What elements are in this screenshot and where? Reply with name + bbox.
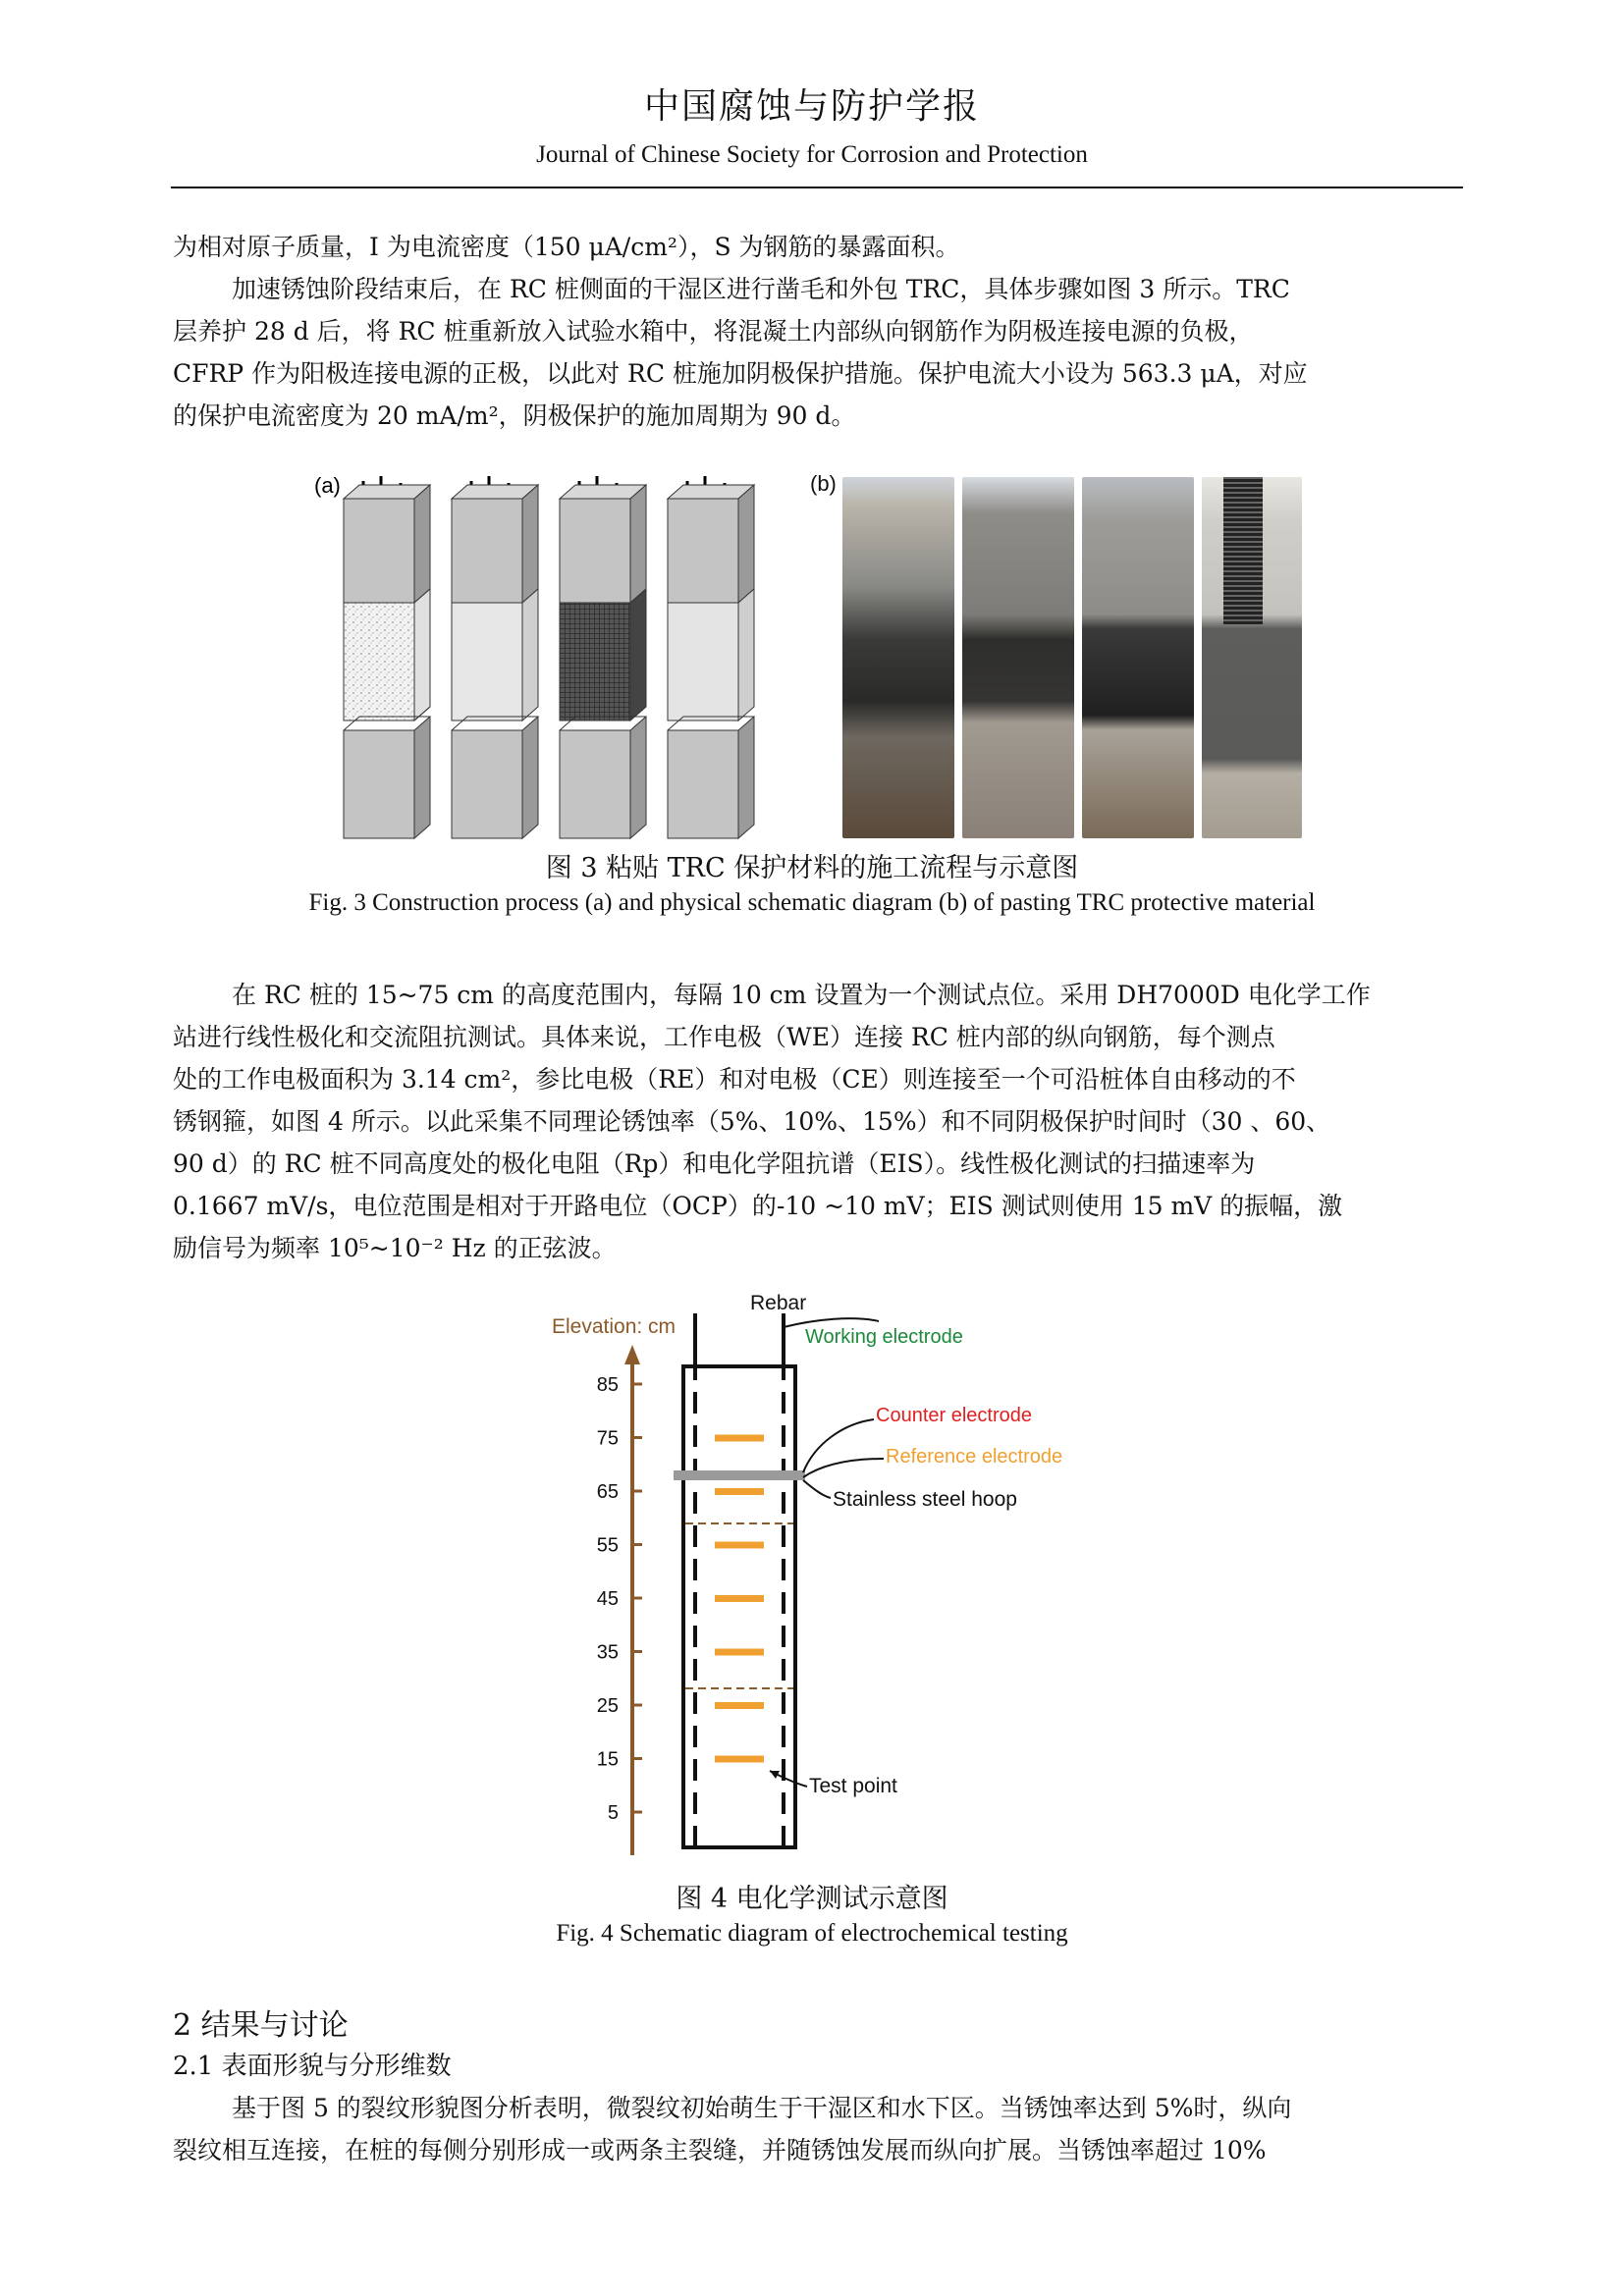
photo-3 — [1082, 477, 1194, 838]
test-point-mark — [715, 1435, 764, 1442]
elevation-axis-label: Elevation: cm — [552, 1315, 677, 1338]
elevation-tick-label: 85 — [596, 1374, 619, 1396]
paragraph-line: 锈钢箍，如图 4 所示。以此采集不同理论锈蚀率（5%、10%、15%）和不同阴极保护时间时（30 、60、 — [173, 1107, 1331, 1136]
paragraph-line: 裂纹相互连接，在桩的每侧分别形成一或两条主裂缝，并随锈蚀发展而纵向扩展。当锈蚀率超过 10% — [173, 2136, 1267, 2164]
column-1 — [344, 476, 754, 838]
elevation-tick-label: 25 — [596, 1695, 619, 1717]
paragraph-3 — [173, 974, 1463, 1269]
rebar-label: Rebar — [750, 1292, 807, 1314]
elevation-tick-label: 15 — [596, 1748, 619, 1771]
working-electrode-label: Working electrode — [805, 1326, 963, 1348]
figure-4-diagram — [530, 1286, 1139, 1855]
hoop-label: Stainless steel hoop — [833, 1488, 1017, 1511]
paragraph-line: CFRP 作为阳极连接电源的正极，以此对 RC 桩施加阴极保护措施。保护电流大小设为 563.3 μA，对应 — [173, 359, 1308, 388]
elevation-axis-arrow — [624, 1345, 640, 1364]
test-point-label: Test point — [809, 1775, 897, 1797]
journal-title-cn: 中国腐蚀与防护学报 — [643, 86, 980, 127]
figure-4-caption-en: Fig. 4 Schematic diagram of electrochemical testing — [556, 1920, 1068, 1947]
paragraph-4 — [173, 2087, 1463, 2171]
elevation-tick-label: 75 — [596, 1427, 619, 1450]
paragraph-2 — [173, 268, 1463, 437]
figure-3 — [314, 471, 1335, 844]
paragraph-line: 层养护 28 d 后，将 RC 桩重新放入试验水箱中，将混凝土内部纵向钢筋作为阴极连接电源的负极， — [173, 317, 1254, 346]
figure-3a-schematic — [314, 471, 805, 844]
header-rule — [171, 187, 1463, 188]
photo-1 — [842, 477, 954, 838]
stainless-steel-hoop — [674, 1470, 805, 1480]
photo-4 — [1202, 477, 1302, 838]
figure-4-caption-cn: 图 4 电化学测试示意图 — [676, 1884, 948, 1914]
paragraph-line: 为相对原子质量，I 为电流密度（150 μA/cm²），S 为钢筋的暴露面积。 — [173, 233, 960, 261]
counter-electrode-label: Counter electrode — [876, 1405, 1032, 1426]
section-title: 2 结果与讨论 — [173, 2008, 349, 2043]
paragraph-line: 0.1667 mV/s，电位范围是相对于开路电位（OCP）的-10 ~10 mV；EIS 测试则使用 15 mV 的振幅，激 — [173, 1192, 1343, 1220]
paragraph-line: 处的工作电极面积为 3.14 cm²，参比电极（RE）和对电极（CE）则连接至一个可沿桩体自由移动的不 — [173, 1065, 1296, 1094]
elevation-tick-label: 45 — [596, 1588, 619, 1610]
paragraph-line: 加速锈蚀阶段结束后，在 RC 桩侧面的干湿区进行凿毛和外包 TRC，具体步骤如图 3 所示。TRC — [232, 275, 1290, 303]
journal-title-en: Journal of Chinese Society for Corrosion and Protection — [536, 141, 1088, 168]
subsection-title: 2.1 表面形貌与分形维数 — [173, 2052, 452, 2081]
elevation-tick-label: 65 — [596, 1481, 619, 1503]
figure-3-caption-cn: 图 3 粘贴 TRC 保护材料的施工流程与示意图 — [545, 853, 1079, 883]
figure-3a-label: (a) — [314, 473, 341, 498]
paragraph-line: 90 d）的 RC 桩不同高度处的极化电阻（Rp）和电化学阻抗谱（EIS）。线性极化测试的扫描速率为 — [173, 1149, 1256, 1178]
paragraph-line: 站进行线性极化和交流阻抗测试。具体来说，工作电极（WE）连接 RC 桩内部的纵向钢筋，每个测点 — [173, 1023, 1275, 1051]
figure-3-caption-en: Fig. 3 Construction process (a) and physical schematic diagram (b) of pasting TRC protective material — [308, 889, 1316, 916]
paragraph-line: 励信号为频率 10⁵~10⁻² Hz 的正弦波。 — [173, 1234, 617, 1262]
test-point-mark — [715, 1756, 764, 1763]
reference-electrode-label: Reference electrode — [886, 1446, 1063, 1468]
test-point-mark — [715, 1488, 764, 1495]
test-point-mark — [715, 1702, 764, 1709]
paragraph-line: 在 RC 桩的 15~75 cm 的高度范围内，每隔 10 cm 设置为一个测试点位。采用 DH7000D 电化学工作 — [232, 981, 1371, 1009]
test-point-mark — [715, 1595, 764, 1602]
figure-3b-label: (b) — [810, 471, 837, 496]
elevation-tick-label: 5 — [607, 1802, 619, 1824]
photo-2 — [962, 477, 1074, 838]
elevation-tick-label: 35 — [596, 1641, 619, 1664]
test-point-mark — [715, 1542, 764, 1549]
paragraph-line: 的保护电流密度为 20 mA/m²，阴极保护的施加周期为 90 d。 — [173, 401, 856, 430]
paragraph-line: 基于图 5 的裂纹形貌图分析表明，微裂纹初始萌生于干湿区和水下区。当锈蚀率达到 5%时，纵向 — [232, 2094, 1292, 2122]
test-point-mark — [715, 1649, 764, 1656]
elevation-tick-label: 55 — [596, 1534, 619, 1557]
paragraph-1 — [173, 226, 1463, 268]
